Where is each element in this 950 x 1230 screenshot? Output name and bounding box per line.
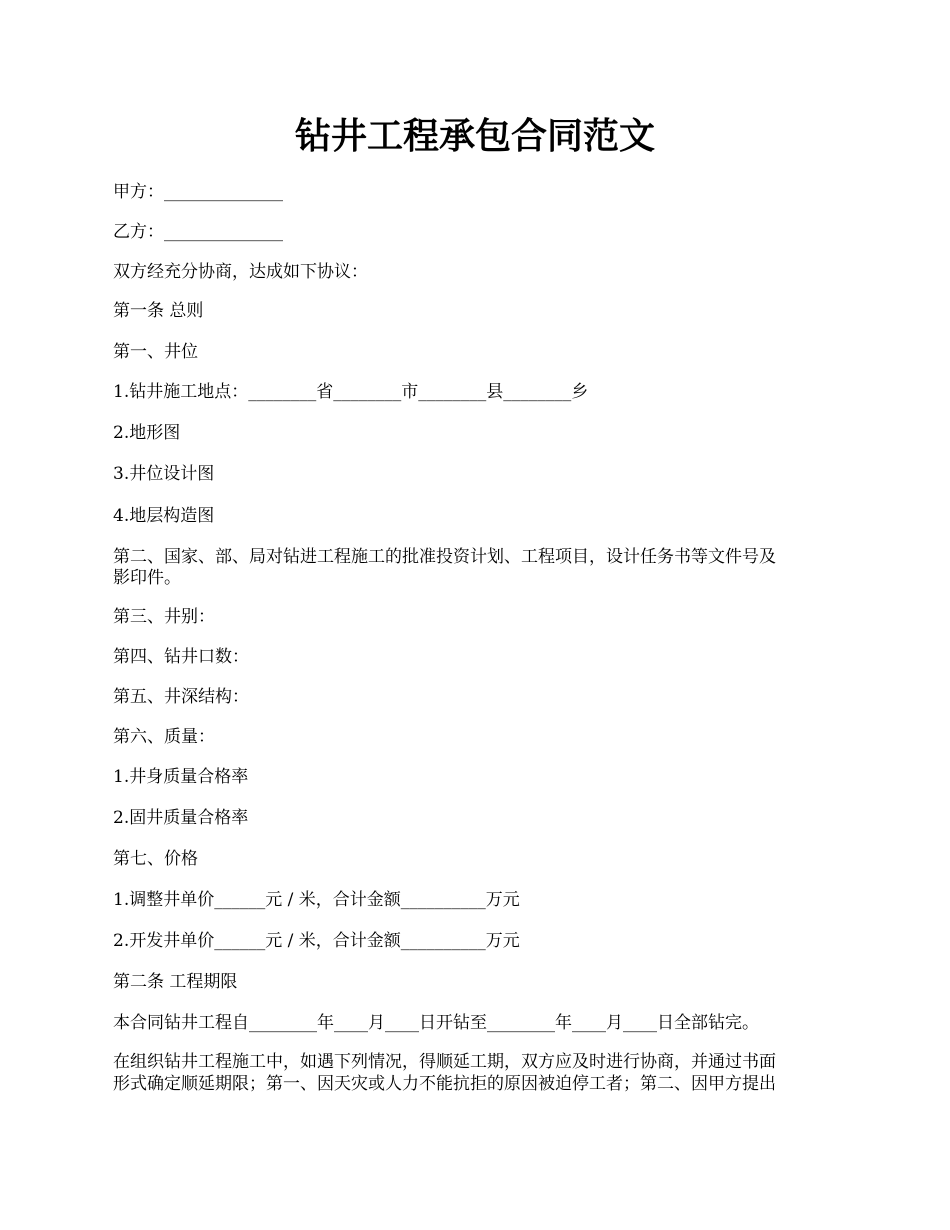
delay-paragraph-line-1: 在组织钻井工程施工中，如遇下列情况，得顺延工期，双方应及时进行协商，并通过书面 bbox=[113, 1052, 776, 1072]
item-1-heading: 第一、井位 bbox=[113, 342, 198, 362]
item-1-4-stratigraphy: 4.地层构造图 bbox=[113, 506, 215, 526]
delay-paragraph-line-2: 形式确定顺延期限；第一、因天灾或人力不能抗拒的原因被迫停工者；第二、因甲方提出 bbox=[113, 1074, 776, 1094]
item-7-1-adjustment-well-price: 1.调整井单价______元 / 米，合计金额__________万元 bbox=[113, 890, 520, 910]
article-1-heading: 第一条 总则 bbox=[113, 301, 204, 321]
project-period-paragraph: 本合同钻井工程自________年____月____日开钻至________年____月____日全部钻完。 bbox=[113, 1013, 759, 1033]
item-6-2-cementing-quality: 2.固井质量合格率 bbox=[113, 808, 249, 828]
item-4-well-count: 第四、钻井口数： bbox=[113, 647, 249, 667]
party-a-line: 甲方：______________ bbox=[113, 182, 283, 202]
item-3-well-type: 第三、井别： bbox=[113, 607, 215, 627]
item-1-1-location: 1.钻井施工地点：________省________市________县________乡 bbox=[113, 382, 589, 402]
item-2-line-1: 第二、国家、部、局对钻进工程施工的批准投资计划、工程项目，设计任务书等文件号及 bbox=[113, 547, 776, 567]
intro-paragraph: 双方经充分协商，达成如下协议： bbox=[113, 262, 368, 282]
article-2-heading: 第二条 工程期限 bbox=[113, 972, 238, 992]
item-7-2-development-well-price: 2.开发井单价______元 / 米，合计金额__________万元 bbox=[113, 931, 520, 951]
item-5-well-depth: 第五、井深结构： bbox=[113, 687, 249, 707]
item-7-price: 第七、价格 bbox=[113, 849, 198, 869]
item-2-line-2: 影印件。 bbox=[113, 568, 181, 588]
party-b-line: 乙方：______________ bbox=[113, 222, 283, 242]
item-6-quality: 第六、质量： bbox=[113, 727, 215, 747]
item-6-1-wellbore-quality: 1.井身质量合格率 bbox=[113, 767, 249, 787]
item-1-3-well-design: 3.井位设计图 bbox=[113, 464, 215, 484]
document-title: 钻井工程承包合同范文 bbox=[294, 115, 655, 157]
item-1-2-terrain-map: 2.地形图 bbox=[113, 423, 181, 443]
